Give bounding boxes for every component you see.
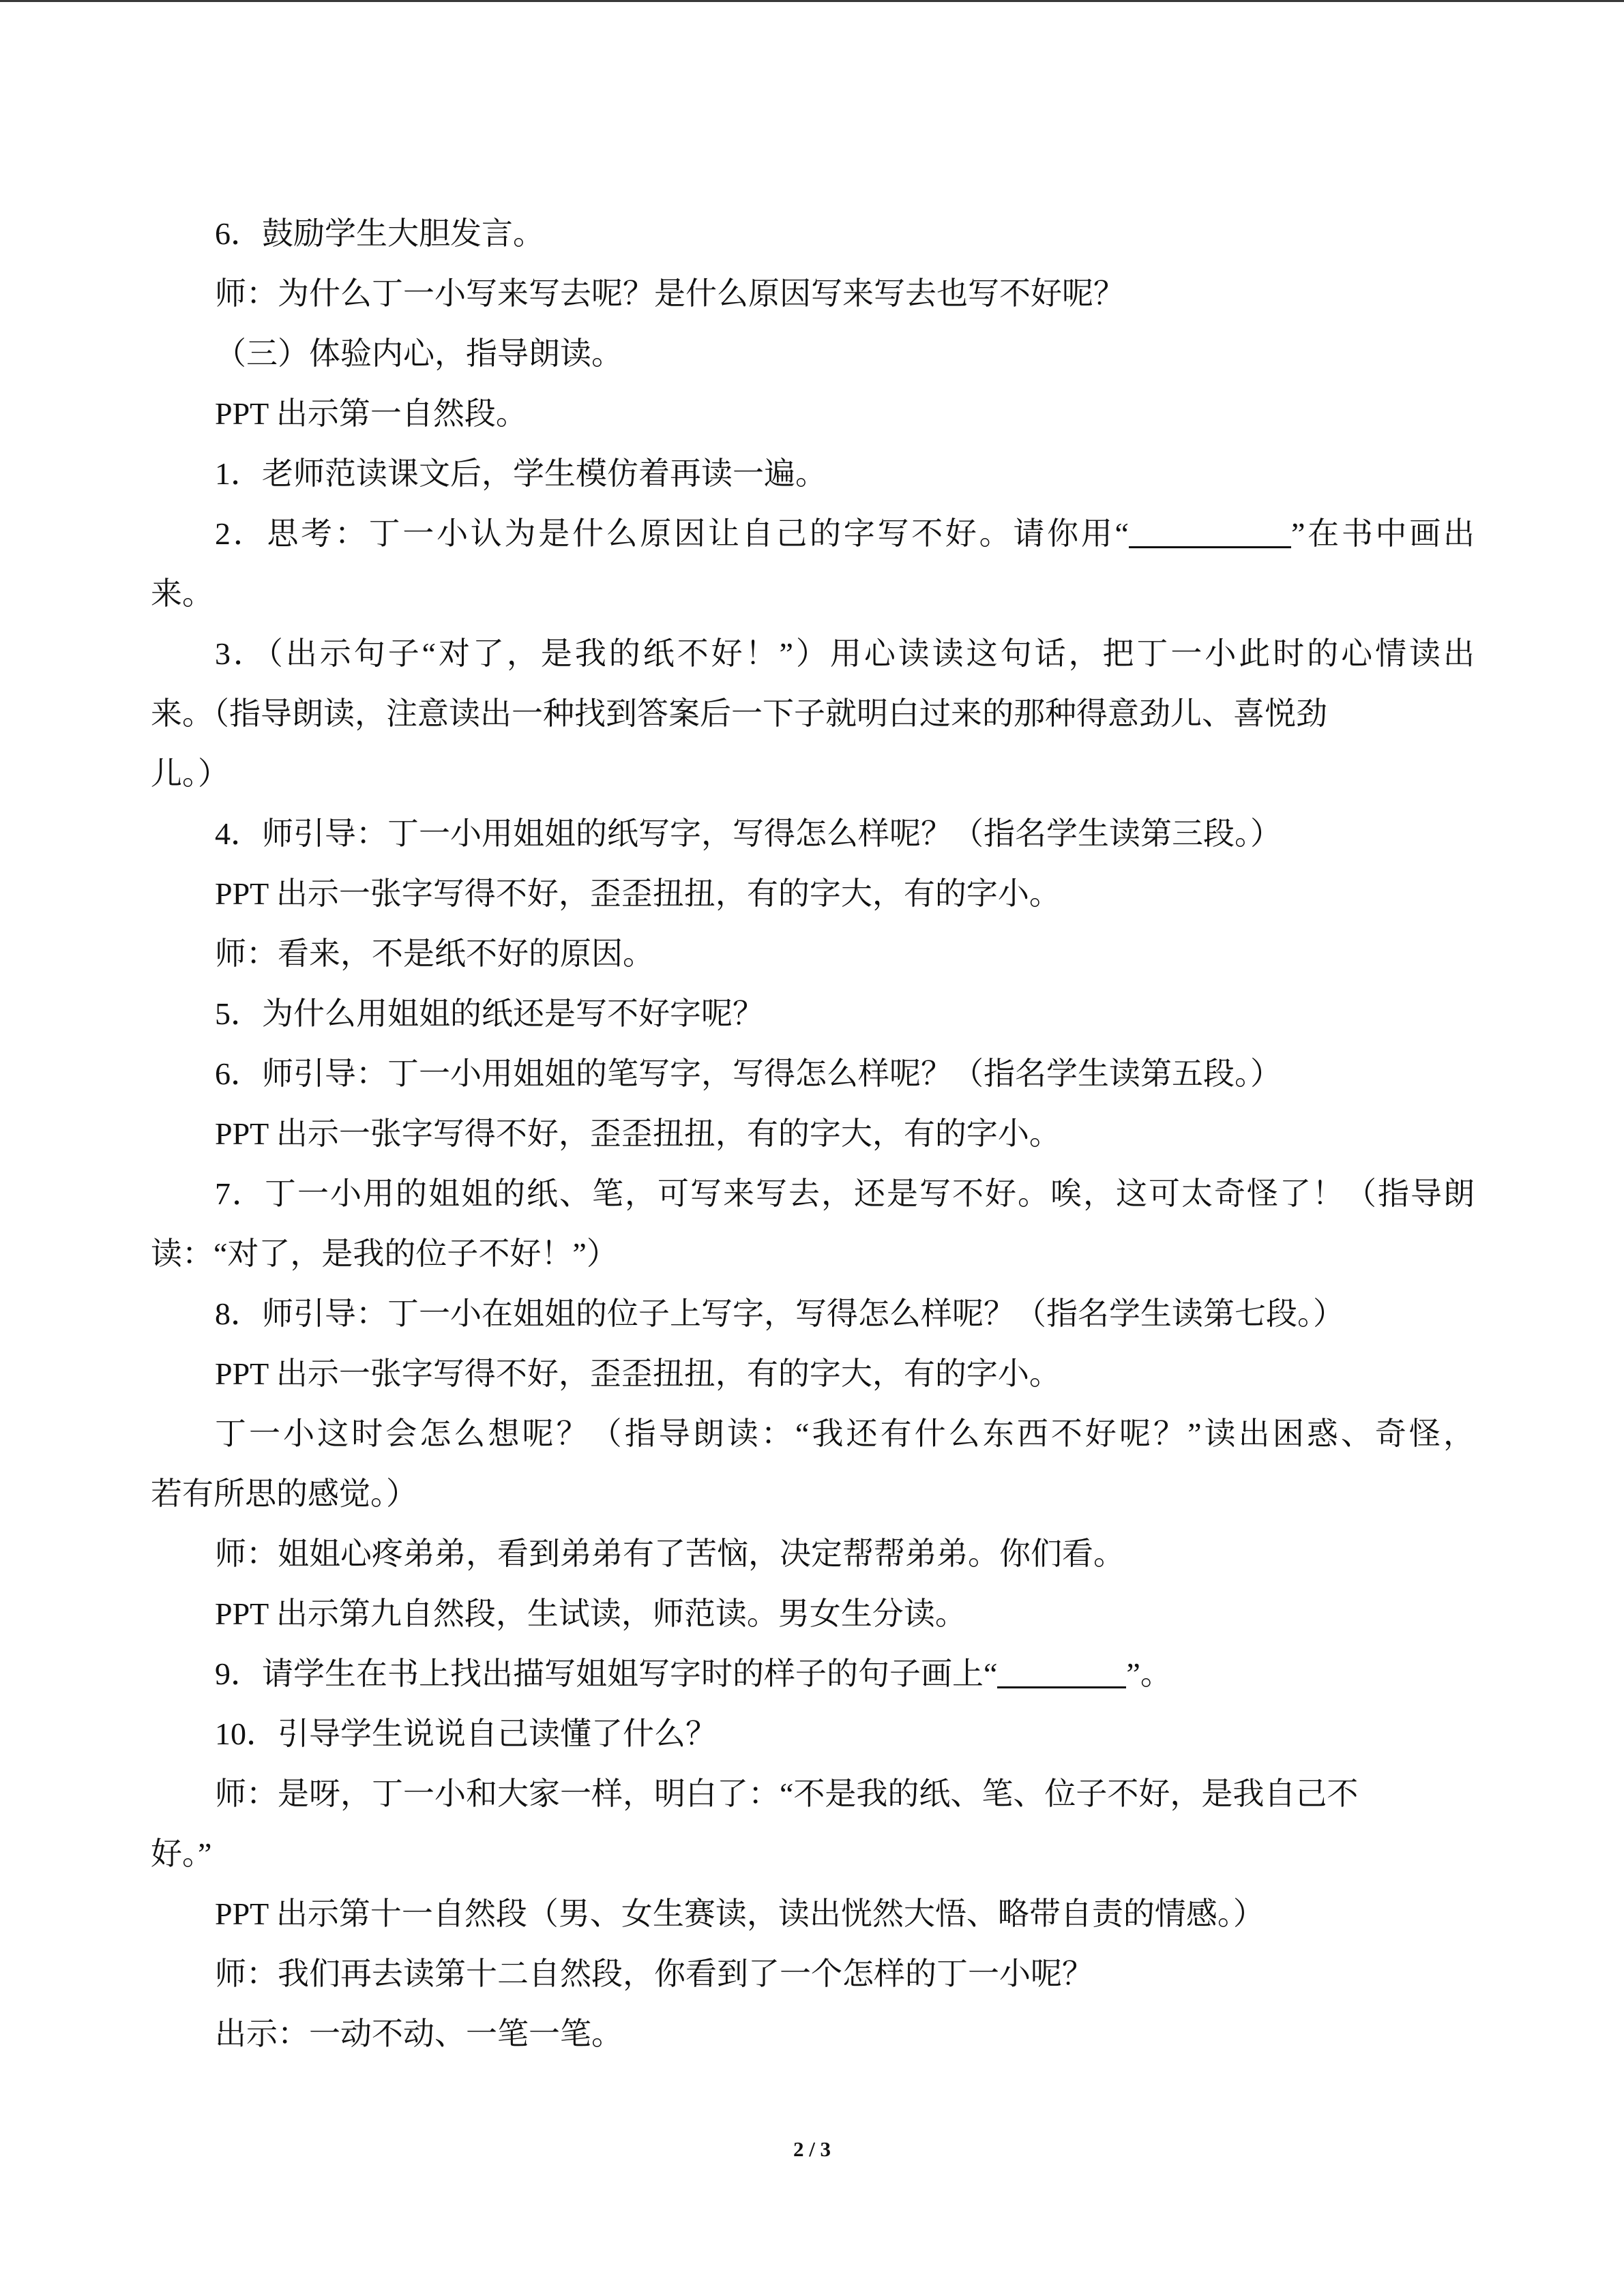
text-line: 7．丁一小用的姐姐的纸、笔，可写来写去，还是写不好。唉，这可太奇怪了！（指导朗 — [215, 1176, 1475, 1211]
text-line: 来。（指导朗读，注意读出一种找到答案后一下子就明白过来的那种得意劲儿、喜悦劲 — [151, 696, 1327, 731]
page-top-edge — [0, 0, 1624, 2]
text-segment: 2．思考：丁一小认为是什么原因让自己的字写不好。请你用“ — [215, 516, 1129, 551]
fill-in-blank — [1129, 515, 1291, 548]
text-line: 若有所思的感觉。） — [151, 1476, 417, 1511]
section-heading: （三）体验内心，指导朗读。 — [215, 336, 623, 371]
text-line: 师：我们再去读第十二自然段，你看到了一个怎样的丁一小呢？ — [215, 1956, 1093, 1991]
text-line: 儿。） — [151, 756, 229, 791]
text-segment: ”。 — [1126, 1656, 1172, 1691]
text-line: PPT 出示一张字写得不好，歪歪扭扭，有的字大，有的字小。 — [215, 1116, 1061, 1151]
text-line: 师：是呀，丁一小和大家一样，明白了：“不是我的纸、笔、位子不好，是我自己不 — [215, 1776, 1359, 1811]
text-line: 来。 — [151, 576, 213, 611]
text-line: PPT 出示第九自然段，生试读，师范读。男女生分读。 — [215, 1596, 966, 1631]
text-line: 师：为什么丁一小写来写去呢？是什么原因写来写去也写不好呢？ — [215, 276, 1125, 311]
text-segment: ”在书中画出 — [1290, 516, 1475, 551]
text-line: 6．鼓励学生大胆发言。 — [215, 216, 544, 251]
text-line: 师：看来，不是纸不好的原因。 — [215, 936, 654, 971]
text-line: 出示：一动不动、一笔一笔。 — [215, 2016, 623, 2051]
text-line: 3．（出示句子“对了，是我的纸不好！”）用心读读这句话，把丁一小此时的心情读出 — [215, 636, 1475, 671]
text-line: 读：“对了，是我的位子不好！”） — [151, 1236, 618, 1271]
text-line: PPT 出示一张字写得不好，歪歪扭扭，有的字大，有的字小。 — [215, 876, 1061, 911]
document-body — [151, 204, 1475, 2064]
text-line: 1．老师范读课文后，学生模仿着再读一遍。 — [215, 456, 827, 491]
text-line: 4．师引导：丁一小用姐姐的纸写字，写得怎么样呢？（指名学生读第三段。） — [215, 816, 1282, 851]
text-line: PPT 出示一张字写得不好，歪歪扭扭，有的字大，有的字小。 — [215, 1356, 1061, 1391]
text-line: 5．为什么用姐姐的纸还是写不好字呢？ — [215, 996, 764, 1031]
text-line: 好。” — [151, 1836, 212, 1871]
text-line — [151, 504, 1475, 564]
text-line: 10．引导学生说说自己读懂了什么？ — [215, 1716, 717, 1751]
fill-in-blank — [997, 1655, 1126, 1688]
text-line — [151, 1644, 1475, 1704]
text-line: 师：姐姐心疼弟弟，看到弟弟有了苦恼，决定帮帮弟弟。你们看。 — [215, 1536, 1125, 1571]
page-number: 2 / 3 — [793, 2137, 831, 2161]
text-segment: 9．请学生在书上找出描写姐姐写字时的样子的句子画上“ — [215, 1656, 998, 1691]
text-line: PPT 出示第一自然段。 — [215, 396, 527, 431]
text-line: 8．师引导：丁一小在姐姐的位子上写字，写得怎么样呢？（指名学生读第七段。） — [215, 1296, 1344, 1331]
text-line: 丁一小这时会怎么想呢？（指导朗读：“我还有什么东西不好呢？”读出困惑、奇怪， — [215, 1416, 1475, 1451]
text-line: 6．师引导：丁一小用姐姐的笔写字，写得怎么样呢？（指名学生读第五段。） — [215, 1056, 1282, 1091]
text-line: PPT 出示第十一自然段（男、女生赛读，读出恍然大悟、略带自责的情感。） — [215, 1896, 1265, 1931]
